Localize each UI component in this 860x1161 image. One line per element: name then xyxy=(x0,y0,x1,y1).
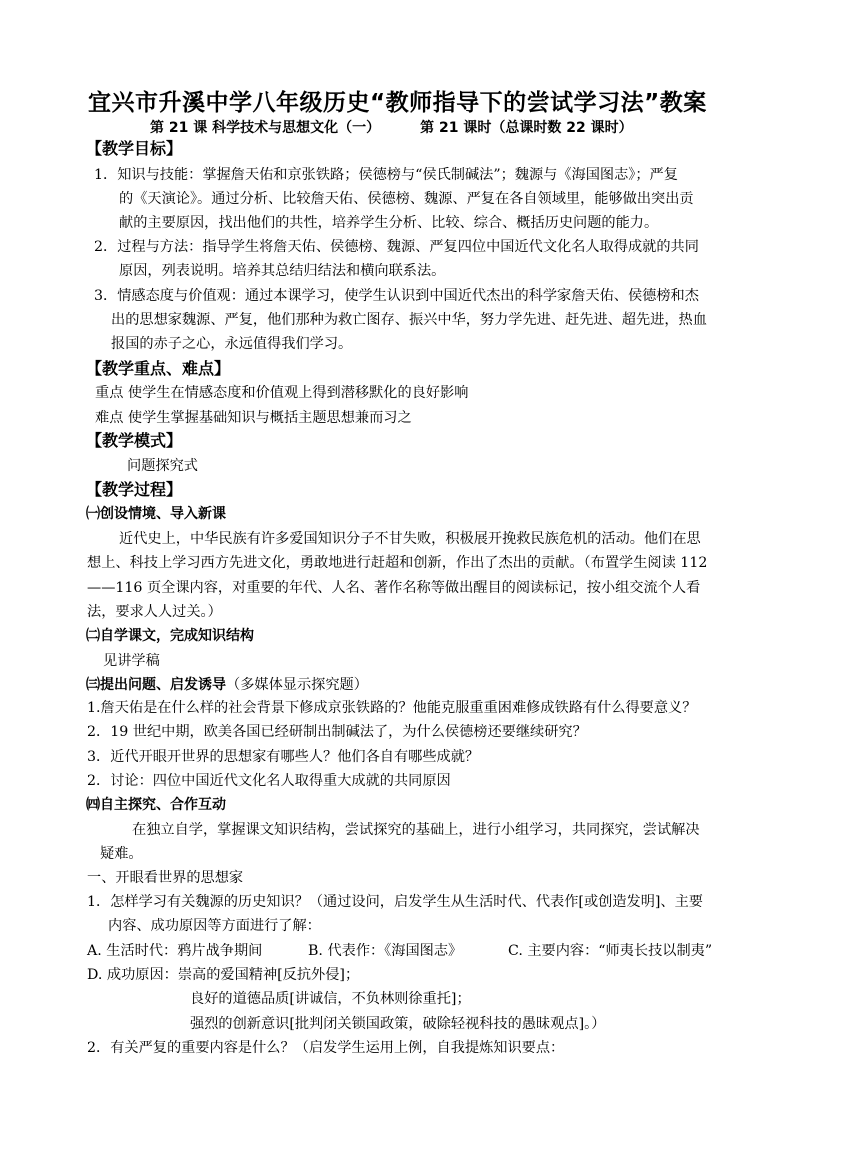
question-4-discussion: 2．讨论：四位中国近代文化名人取得重大成就的共同原因 xyxy=(87,773,451,789)
step-1-line-4: 法，要求人人过关。） xyxy=(87,604,222,620)
step-1-line-3: ——116 页全课内容，对重要的年代、人名、著作名称等做出醒目的阅读标记，按小组交流个人看 xyxy=(87,580,701,596)
wei-yuan-era: A. 生活时代：鸦片战争期间 xyxy=(87,943,263,959)
step-4-line-1: 在独立自学，掌握课文知识结构，尝试探究的基础上，进行小组学习，共同探究，尝试解决 xyxy=(132,822,700,838)
yan-fu-question: 2．有关严复的重要内容是什么？（启发学生运用上例，自我提炼知识要点： xyxy=(87,1040,565,1056)
step-4-heading: ㈣自主探究、合作互动 xyxy=(86,797,226,813)
wei-yuan-reason-3: 强烈的创新意识[批判闭关锁国政策，破除轻视科技的愚昧观点]。） xyxy=(190,1016,606,1032)
wei-yuan-reason-1: D. 成功原因：崇高的爱国精神[反抗外侵]； xyxy=(87,967,360,983)
section-heading-keypoints: 【教学重点、难点】 xyxy=(86,359,231,378)
wei-yuan-question-line-2: 内容、成功原因等方面进行了解： xyxy=(108,918,321,934)
step-2-heading: ㈡自学课文，完成知识结构 xyxy=(86,628,254,644)
objective-2-line-1: 2．过程与方法：指导学生将詹天佑、侯德榜、魏源、严复四位中国近代文化名人取得成就的共同 xyxy=(94,239,699,255)
objective-1-line-1: 1．知识与技能：掌握詹天佑和京张铁路；侯德榜与“侯氏制碱法”；魏源与《海国图志》；严复 xyxy=(94,167,678,183)
lesson-period: 第 21 课时（总课时数 22 课时） xyxy=(420,120,633,136)
objective-1-line-2: 的《天演论》。通过分析、比较詹天佑、侯德榜、魏源、严复在各自领域里，能够做出突出贡 xyxy=(119,191,694,207)
objective-1-line-3: 献的主要原因，找出他们的共性，培养学生分析、比较、综合、概括历史问题的能力。 xyxy=(119,215,659,231)
wei-yuan-question-line-1: 1．怎样学习有关魏源的历史知识？（通过设问，启发学生从生活时代、代表作[或创造发明]、主要 xyxy=(87,894,703,910)
section-heading-process: 【教学过程】 xyxy=(86,480,183,499)
page-title: 宜兴市升溪中学八年级历史“教师指导下的尝试学习法”教案 xyxy=(88,90,707,116)
step-1-line-1: 近代史上，中华民族有许多爱国知识分子不甘失败，积极展开挽救民族危机的活动。他们在思 xyxy=(119,531,701,547)
teaching-mode: 问题探究式 xyxy=(127,458,198,474)
objective-3-line-1: 3．情感态度与价值观：通过本课学习，使学生认识到中国近代杰出的科学家詹天佑、侯德榜和杰 xyxy=(94,288,699,304)
step-3-heading-row xyxy=(86,673,368,697)
question-1: 1.詹天佑是在什么样的社会背景下修成京张铁路的？他能克服重重困难修成铁路有什么得要意义？ xyxy=(87,700,697,716)
objective-3-line-3: 报国的赤子之心，永远值得我们学习。 xyxy=(111,336,353,352)
step-1-heading: ㈠创设情境、导入新课 xyxy=(86,506,226,522)
step-3-heading: ㈢提出问题、启发诱导 xyxy=(86,677,226,693)
step-4-line-2: 疑难。 xyxy=(100,846,143,862)
step-3-heading-note: （多媒体显示探究题） xyxy=(226,677,368,693)
part-1-heading: 一、开眼看世界的思想家 xyxy=(87,870,244,886)
wei-yuan-reason-2: 良好的道德品质[讲诚信，不负林则徐重托]； xyxy=(190,991,471,1007)
lesson-subtitle xyxy=(150,117,633,137)
section-heading-objectives: 【教学目标】 xyxy=(86,139,183,158)
key-point: 重点 使学生在情感态度和价值观上得到潜移默化的良好影响 xyxy=(95,385,469,401)
lesson-name: 第 21 课 科学技术与思想文化（一） xyxy=(150,120,381,136)
step-1-line-2: 想上、科技上学习西方先进文化，勇敢地进行赶超和创新，作出了杰出的贡献。（布置学生阅读 112 xyxy=(87,555,708,571)
wei-yuan-content: C. 主要内容：“师夷长技以制夷” xyxy=(508,943,713,959)
step-2-text: 见讲学稿 xyxy=(103,653,160,669)
wei-yuan-work: B. 代表作：《海国图志》 xyxy=(308,943,463,959)
section-heading-mode: 【教学模式】 xyxy=(86,431,183,450)
difficult-point: 难点 使学生掌握基础知识与概括主题思想兼而习之 xyxy=(95,410,412,426)
objective-2-line-2: 原因，列表说明。培养其总结归结法和横向联系法。 xyxy=(119,263,446,279)
question-3: 3．近代开眼开世界的思想家有哪些人？他们各自有哪些成就？ xyxy=(87,749,480,765)
question-2: 2．19 世纪中期，欧美各国已经研制出制碱法了，为什么侯德榜还要继续研究？ xyxy=(87,724,587,740)
objective-3-line-2: 出的思想家魏源、严复，他们那种为救亡图存、振兴中华，努力学先进、赶先进、超先进，热血 xyxy=(111,312,707,328)
